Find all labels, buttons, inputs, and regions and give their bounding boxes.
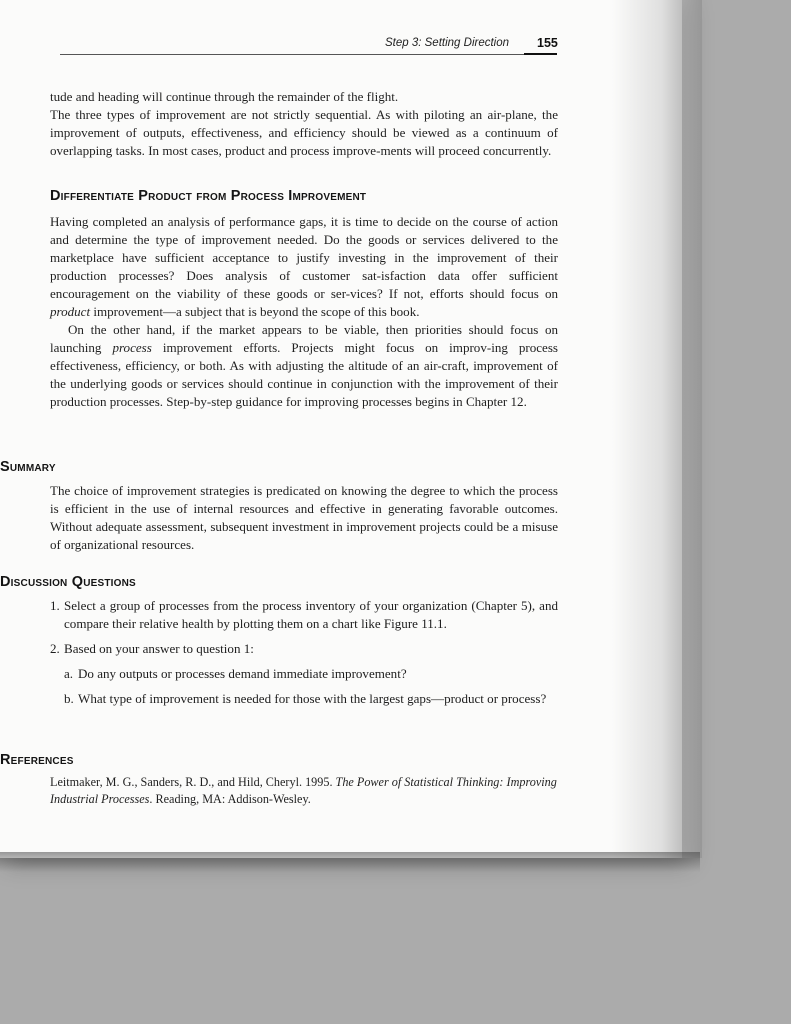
page-number: 155: [537, 36, 558, 50]
page-curl-shadow: [612, 0, 702, 858]
emphasis-product: product: [50, 304, 91, 319]
page-bottom-shadow: [0, 852, 700, 872]
intro-text: [50, 88, 558, 160]
reference-1: Leitmaker, M. G., Sanders, R. D., and Hild, Cheryl. 1995. The Power of Statistical Thinking: Improving Industrial Processes. Reading, MA: Addison-Wesley.: [50, 775, 557, 806]
intro-paragraph-2: The three types of improvement are not strictly sequential. As with piloting an air-plane, the improvement of outputs, effectiveness, and efficiency should be viewed as a continuum of overlapping tasks. In most cases, product and process improve-ments will proceed concurrently.: [50, 107, 558, 158]
heading-references: References: [0, 752, 74, 768]
heading-differentiate: Differentiate Product from Process Improvement: [50, 188, 367, 204]
differentiate-paragraph-1: Having completed an analysis of performance gaps, it is time to decide on the course of action and determine the type of improvement needed. Do the goods or services delivered to the marketplace have sufficient acceptance to justify investing in the improvement of their production processes? Does analysis of customer sat-isfaction data offer sufficient encouragement on the viability of these goods or ser-vices? If not, efforts should focus on product improvement—a subject that is beyond the scope of this book.: [50, 214, 558, 319]
discussion-questions-list: [50, 597, 558, 708]
heading-summary: Summary: [0, 459, 56, 475]
summary-paragraph: The choice of improvement strategies is predicated on knowing the degree to which the process is efficient in the use of internal resources and effective in generating favorable outcomes. Without adequate assessment, subsequent investment in improvement projects could be a misuse of organizational resources.: [50, 483, 558, 552]
intro-paragraph-1: tude and heading will continue through the remainder of the flight.: [50, 89, 399, 104]
reference-1-title: The Power of Statistical Thinking: Improving Industrial Processes: [50, 775, 557, 806]
question-2b: b. What type of improvement is needed for those with the largest gaps—product or process?: [64, 691, 547, 706]
differentiate-text: [50, 213, 558, 411]
header-rule: [60, 54, 557, 55]
emphasis-process: process: [112, 340, 152, 355]
differentiate-paragraph-2: On the other hand, if the market appears to be viable, then priorities should focus on launching process improvement efforts. Projects might focus on improv-ing process effectiveness, efficiency, or both. As with adjusting the altitude of an air-craft, improvement of the underlying goods or services should continue in conjunction with the improvement of their production processes. Step-by-step guidance for improving processes begins in Chapter 12.: [50, 322, 558, 409]
summary-text: [50, 482, 558, 554]
references-list: [50, 774, 558, 808]
question-2: 2. Based on your answer to question 1:: [50, 641, 254, 656]
heading-discussion-questions: Discussion Questions: [0, 574, 136, 590]
running-head: Step 3: Setting Direction: [385, 37, 510, 49]
header-rule-accent: [524, 53, 557, 55]
question-2a: a. Do any outputs or processes demand immediate improvement?: [64, 666, 407, 681]
question-1: 1. Select a group of processes from the process inventory of your organization (Chapter 5), and compare their relative health by plotting them on a chart like Figure 11.1.: [50, 598, 558, 631]
